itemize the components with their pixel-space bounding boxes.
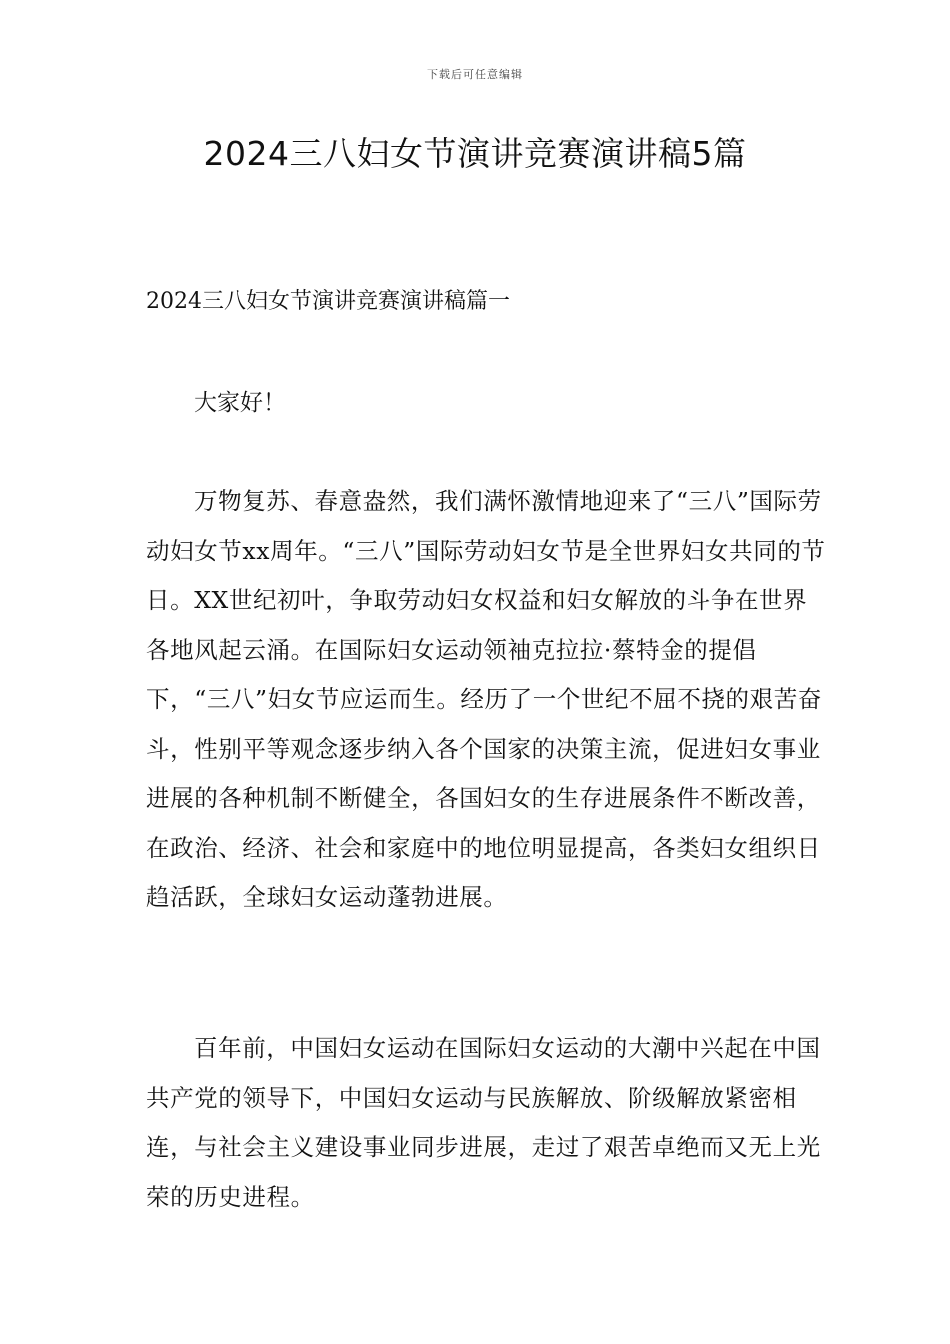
greeting-line: 大家好！	[194, 390, 286, 416]
body-paragraph: 百年前，中国妇女运动在国际妇女运动的大潮中兴起在中国共产党的领导下，中国妇女运动与民族解放、阶级解放紧密相连，与社会主义建设事业同步进展，走过了艰苦卓绝而又无上光荣的历史进程。	[146, 1034, 821, 1211]
header-note: 下载后可任意编辑	[427, 68, 523, 81]
body-paragraph: 万物复苏、春意盎然，我们满怀激情地迎来了“三八”国际劳动妇女节xx周年。“三八”国际劳动妇女节是全世界妇女共同的节日。XX世纪初叶，争取劳动妇女权益和妇女解放的斗争在世界各地风起云涌。在国际妇女运动领袖克拉拉·蔡特金的提倡下，“三八”妇女节应运而生。经历了一个世纪不屈不挠的艰苦奋斗，性别平等观念逐步纳入各个国家的决策主流，促进妇女事业进展的各种机制不断健全，各国妇女的生存进展条件不断改善，在政治、经济、社会和家庭中的地位明显提高，各类妇女组织日趋活跃，全球妇女运动蓬勃进展。	[146, 487, 826, 911]
section-heading: 2024三八妇女节演讲竞赛演讲稿篇一	[146, 289, 510, 314]
document-title: 2024三八妇女节演讲竞赛演讲稿5篇	[203, 134, 747, 173]
